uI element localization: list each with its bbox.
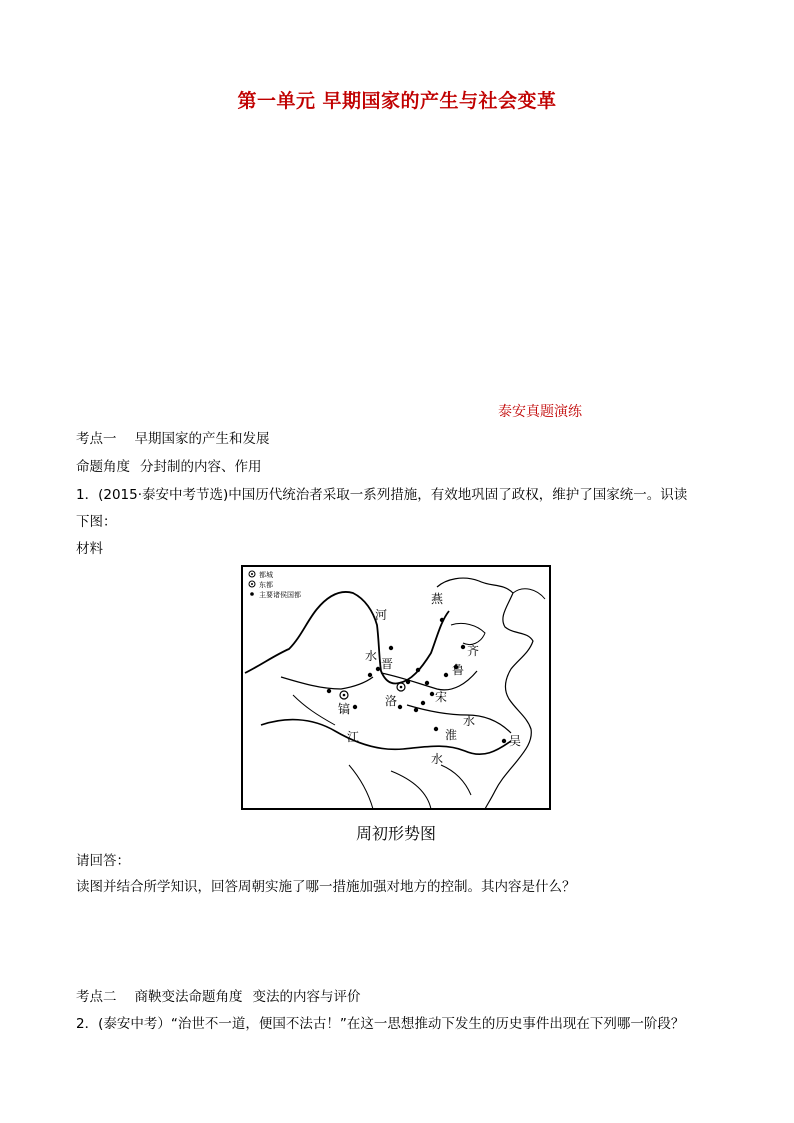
label-wu: 吴 (509, 734, 522, 748)
kaodian-2-text-2: 变法的内容与评价 (252, 989, 361, 1005)
map-frame (242, 566, 550, 809)
kaodian-1 (76, 429, 270, 449)
label-he: 河 (375, 608, 388, 622)
question-2: 2．(泰安中考）“治世不一道，便国不法古！”在这一思想推动下发生的历史事件出现在下列哪一阶段？ (76, 1016, 685, 1032)
map-caption: 周初形势图 (355, 824, 436, 843)
kaodian-1-label: 考点一 (76, 431, 117, 447)
question-1-ask: 读图并结合所学知识，回答周朝实施了哪一措施加强对地方的控制。其内容是什么？ (76, 879, 576, 895)
answer-prompt: 请回答： (76, 853, 130, 869)
label-shui-2: 水 (463, 714, 476, 728)
label-jiang: 江 (347, 730, 360, 744)
legend-east-capital: 东都 (259, 581, 273, 589)
kaodian-2-label: 考点二 (76, 989, 117, 1005)
label-luo: 洛 (385, 694, 398, 708)
east-capital-luo-marker (397, 683, 405, 691)
label-shui-1: 水 (365, 649, 378, 663)
angle-1 (76, 457, 262, 477)
page-title: 第一单元 早期国家的产生与社会变革 (237, 90, 557, 112)
label-jin: 晋 (381, 657, 394, 671)
kaodian-1-text: 早期国家的产生和发展 (134, 431, 270, 447)
capital-hao-marker (340, 691, 348, 699)
question-1-line-1: 1．(2015·泰安中考节选)中国历代统治者采取一系列措施，有效地巩固了政权，维护了国家统一。识读 (76, 487, 688, 503)
label-yan: 燕 (431, 592, 444, 606)
label-huai: 淮 (445, 728, 458, 742)
legend-capital: 都城 (259, 571, 273, 579)
legend-vassal-icon (250, 592, 254, 596)
label-hao: 镐 (338, 702, 351, 716)
label-song: 宋 (435, 690, 448, 704)
kaodian-2 (76, 987, 361, 1007)
question-1-line-2: 下图： (76, 514, 117, 530)
kaodian-2-text: 商鞅变法命题角度 (134, 989, 243, 1005)
angle-1-text: 分封制的内容、作用 (140, 459, 262, 475)
label-shui-3: 水 (431, 752, 444, 766)
material-label: 材料 (76, 541, 103, 557)
zhou-map (241, 565, 551, 810)
legend-vassal: 主要诸侯国都 (259, 591, 301, 599)
section-heading: 泰安真题演练 (498, 404, 582, 420)
label-lu: 鲁 (452, 663, 465, 677)
label-qi: 齐 (467, 644, 480, 658)
angle-1-label: 命题角度 (76, 459, 130, 475)
